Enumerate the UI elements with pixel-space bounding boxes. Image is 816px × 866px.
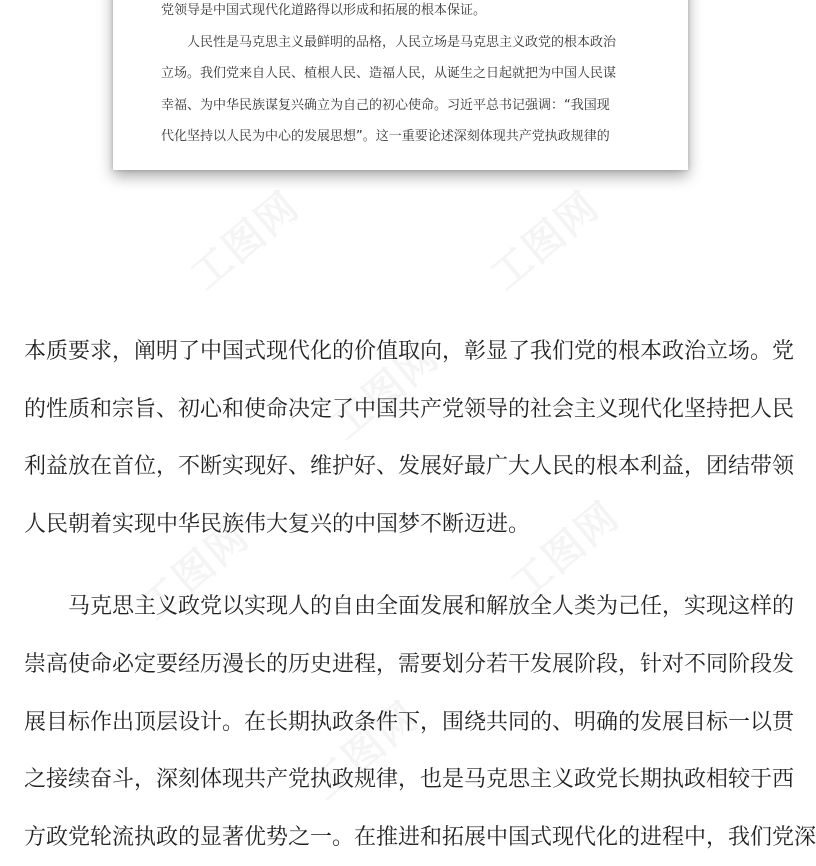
body-text (24, 323, 816, 866)
document-excerpt-card (113, 0, 688, 170)
watermark (476, 176, 609, 301)
excerpt-line: 人民性是马克思主义最鲜明的品格，人民立场是马克思主义政党的根本政治 (187, 34, 617, 50)
body-line: 方政党轮流执政的显著优势之一。在推进和拓展中国式现代化的进程中，我们党深 (24, 824, 816, 850)
excerpt-line: 代化坚持以人民为中心的发展思想”。这一重要论述深刻体现共产党执政规律的 (161, 129, 610, 144)
body-line: 的性质和宗旨、初心和使命决定了中国共产党领导的社会主义现代化坚持把人民 (24, 396, 795, 422)
excerpt-line: 立场。我们党来自人民、植根人民、造福人民，从诞生之日起就把为中国人民谋 (161, 66, 617, 81)
document-excerpt-text (161, 0, 651, 153)
watermark (176, 176, 309, 301)
body-line: 利益放在首位，不断实现好、维护好、发展好最广大人民的根本利益，团结带领 (24, 454, 795, 480)
body-line: 展目标作出顶层设计。在长期执政条件下，围绕共同的、明确的发展目标一以贯 (24, 709, 795, 735)
body-line: 之接续奋斗，深刻体现共产党执政规律，也是马克思主义政党长期执政相较于西 (24, 767, 795, 793)
body-line: 马克思主义政党以实现人的自由全面发展和解放全人类为己任，实现这样的 (68, 594, 795, 620)
paragraph-gap (24, 553, 784, 578)
body-line: 崇高使命必定要经历漫长的历史进程，需要划分若干发展阶段，针对不同阶段发 (24, 651, 795, 677)
excerpt-line: 幸福、为中华民族谋复兴确立为自己的初心使命。习近平总书记强调：“我国现 (161, 97, 610, 113)
body-line: 本质要求，阐明了中国式现代化的价值取向，彰显了我们党的根本政治立场。党 (24, 339, 795, 364)
body-line: 人民朝着实现中华民族伟大复兴的中国梦不断迈进。 (24, 511, 531, 537)
excerpt-line: 党领导是中国式现代化道路得以形成和拓展的根本保证。 (161, 3, 487, 18)
